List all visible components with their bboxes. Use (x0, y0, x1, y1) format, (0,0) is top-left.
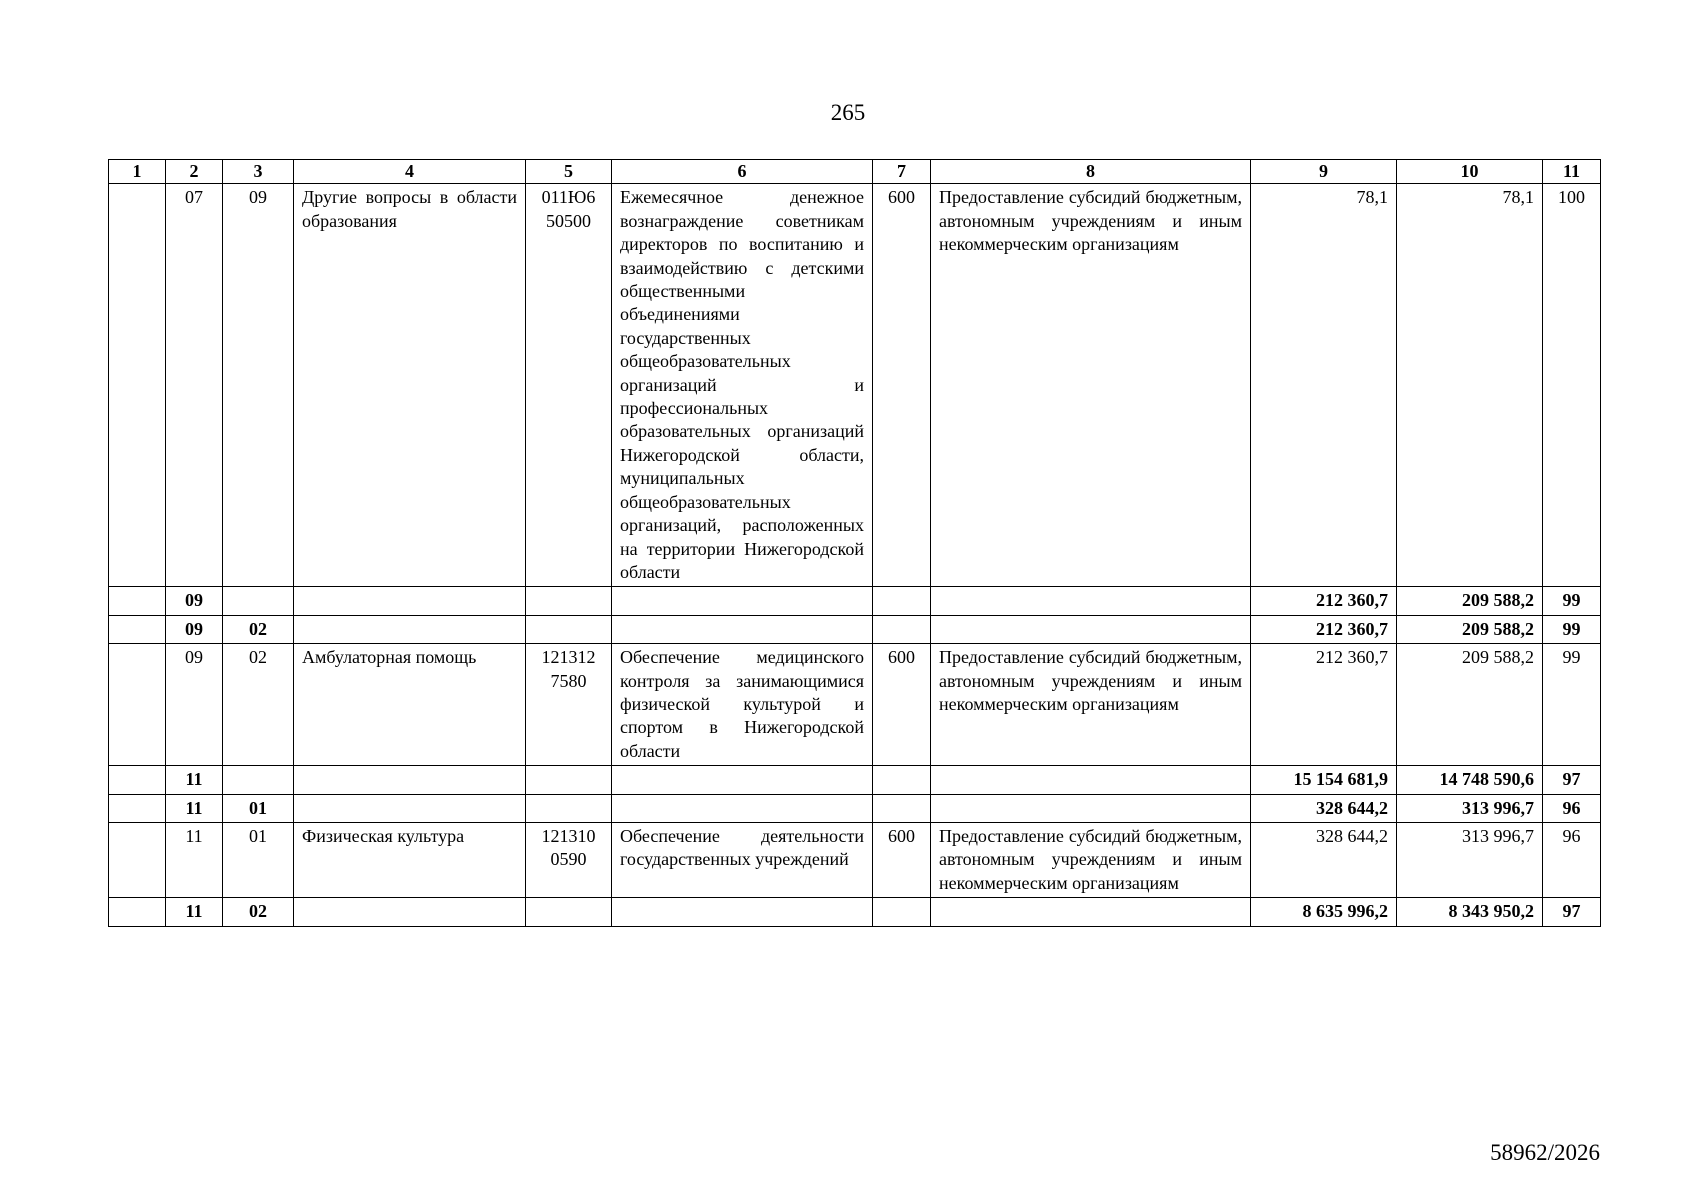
cell-subsection: 01 (223, 822, 294, 897)
cell-expense-type: 600 (873, 822, 931, 897)
cell-purpose: Обеспечение деятельности государственных учреждений (612, 822, 873, 897)
document-registration-number: 58962/2026 (1490, 1140, 1600, 1165)
cell-name (294, 766, 526, 794)
cell-section: 09 (166, 587, 223, 615)
cell-planned: 328 644,2 (1251, 794, 1397, 822)
header-col-4: 4 (294, 160, 526, 184)
cell-percent: 97 (1543, 766, 1601, 794)
cell-executed: 14 748 590,6 (1397, 766, 1543, 794)
table-row (109, 184, 1601, 587)
cell-expense-type (873, 766, 931, 794)
cell-planned: 328 644,2 (1251, 822, 1397, 897)
cell-target-code (526, 615, 612, 643)
cell-expense-description: Предоставление субсидий бюджетным, автономным учреждениям и иным некоммерческим организациям (931, 644, 1251, 766)
cell-col-1 (109, 766, 166, 794)
cell-section: 07 (166, 184, 223, 587)
table-row-total (109, 794, 1601, 822)
cell-planned: 212 360,7 (1251, 644, 1397, 766)
cell-subsection: 02 (223, 644, 294, 766)
cell-section: 11 (166, 794, 223, 822)
cell-target-code (526, 766, 612, 794)
header-col-6: 6 (612, 160, 873, 184)
cell-expense-description (931, 898, 1251, 926)
cell-executed: 8 343 950,2 (1397, 898, 1543, 926)
cell-name: Другие вопросы в области образования (294, 184, 526, 587)
cell-subsection: 02 (223, 615, 294, 643)
cell-purpose (612, 898, 873, 926)
cell-executed: 313 996,7 (1397, 794, 1543, 822)
cell-expense-type (873, 898, 931, 926)
cell-section: 11 (166, 822, 223, 897)
cell-executed: 209 588,2 (1397, 615, 1543, 643)
cell-section: 09 (166, 615, 223, 643)
cell-percent: 100 (1543, 184, 1601, 587)
cell-expense-description (931, 615, 1251, 643)
cell-percent: 99 (1543, 615, 1601, 643)
cell-planned: 8 635 996,2 (1251, 898, 1397, 926)
cell-expense-description (931, 587, 1251, 615)
cell-col-1 (109, 587, 166, 615)
table-row-total (109, 766, 1601, 794)
cell-planned: 212 360,7 (1251, 615, 1397, 643)
cell-executed: 209 588,2 (1397, 587, 1543, 615)
cell-subsection (223, 766, 294, 794)
cell-target-code: 011Ю6 50500 (526, 184, 612, 587)
cell-name (294, 794, 526, 822)
cell-subsection: 01 (223, 794, 294, 822)
cell-name: Физическая культура (294, 822, 526, 897)
cell-col-1 (109, 644, 166, 766)
header-col-3: 3 (223, 160, 294, 184)
cell-name: Амбулаторная помощь (294, 644, 526, 766)
cell-percent: 97 (1543, 898, 1601, 926)
table-header-row (109, 160, 1601, 184)
table-row-total (109, 898, 1601, 926)
cell-expense-description (931, 794, 1251, 822)
cell-col-1 (109, 615, 166, 643)
cell-name (294, 587, 526, 615)
cell-expense-description: Предоставление субсидий бюджетным, автономным учреждениям и иным некоммерческим организациям (931, 184, 1251, 587)
header-col-7: 7 (873, 160, 931, 184)
cell-purpose (612, 587, 873, 615)
cell-planned: 78,1 (1251, 184, 1397, 587)
cell-col-1 (109, 794, 166, 822)
header-col-5: 5 (526, 160, 612, 184)
cell-name (294, 898, 526, 926)
header-col-11: 11 (1543, 160, 1601, 184)
cell-name (294, 615, 526, 643)
cell-percent: 96 (1543, 822, 1601, 897)
cell-purpose: Ежемесячное денежное вознаграждение советникам директоров по воспитанию и взаимодействию с детскими общественными объединениями государственных общеобразовательных организаций и профессиональных образовательных организаций Нижегородской области, муниципальных общеобразовательных организаций, расположенных на территории Нижегородской области (612, 184, 873, 587)
cell-purpose (612, 615, 873, 643)
header-col-8: 8 (931, 160, 1251, 184)
cell-subsection (223, 587, 294, 615)
cell-purpose (612, 766, 873, 794)
cell-percent: 99 (1543, 644, 1601, 766)
header-col-1: 1 (109, 160, 166, 184)
table-row (109, 644, 1601, 766)
table-row-total (109, 587, 1601, 615)
cell-executed: 78,1 (1397, 184, 1543, 587)
cell-expense-type (873, 794, 931, 822)
cell-target-code (526, 587, 612, 615)
cell-executed: 209 588,2 (1397, 644, 1543, 766)
cell-col-1 (109, 898, 166, 926)
cell-expense-description: Предоставление субсидий бюджетным, автономным учреждениям и иным некоммерческим организациям (931, 822, 1251, 897)
cell-expense-type (873, 587, 931, 615)
cell-purpose (612, 794, 873, 822)
cell-target-code (526, 898, 612, 926)
cell-percent: 96 (1543, 794, 1601, 822)
cell-subsection: 09 (223, 184, 294, 587)
cell-section: 11 (166, 766, 223, 794)
cell-expense-type: 600 (873, 184, 931, 587)
table-row-total (109, 615, 1601, 643)
cell-section: 11 (166, 898, 223, 926)
cell-section: 09 (166, 644, 223, 766)
cell-planned: 212 360,7 (1251, 587, 1397, 615)
header-col-2: 2 (166, 160, 223, 184)
cell-executed: 313 996,7 (1397, 822, 1543, 897)
budget-table (108, 159, 1601, 927)
cell-target-code: 121312 7580 (526, 644, 612, 766)
page-number: 265 (830, 100, 866, 125)
cell-col-1 (109, 822, 166, 897)
table-row (109, 822, 1601, 897)
cell-expense-type: 600 (873, 644, 931, 766)
header-col-9: 9 (1251, 160, 1397, 184)
cell-subsection: 02 (223, 898, 294, 926)
cell-expense-description (931, 766, 1251, 794)
cell-percent: 99 (1543, 587, 1601, 615)
header-col-10: 10 (1397, 160, 1543, 184)
cell-purpose: Обеспечение медицинского контроля за занимающимися физической культурой и спортом в Нижегородской области (612, 644, 873, 766)
cell-expense-type (873, 615, 931, 643)
cell-target-code: 121310 0590 (526, 822, 612, 897)
cell-col-1 (109, 184, 166, 587)
cell-planned: 15 154 681,9 (1251, 766, 1397, 794)
cell-target-code (526, 794, 612, 822)
